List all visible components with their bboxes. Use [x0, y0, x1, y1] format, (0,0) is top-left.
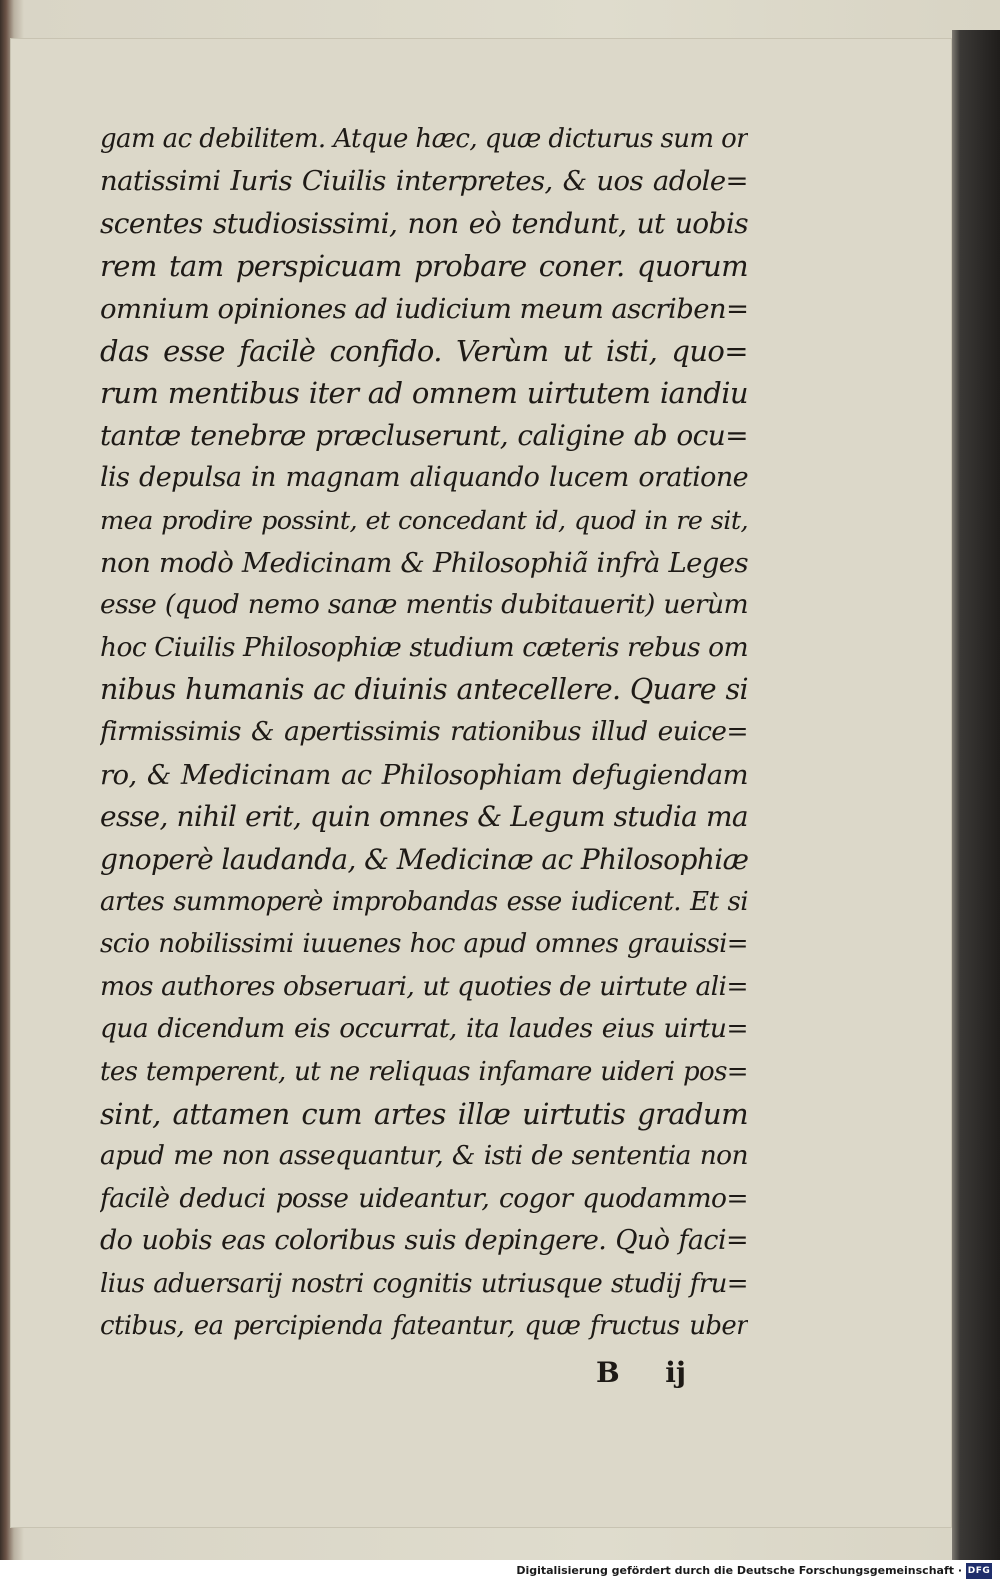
text-line: ro, & Medicinam ac Philosophiam defugiendam — [100, 758, 748, 791]
text-line: mea prodire possint, et concedant id, quod in re sit, — [100, 505, 748, 536]
text-line: esse, nihil erit, quin omnes & Legum studia ma — [100, 800, 748, 834]
text-line: hoc Ciuilis Philosophiæ studium cæteris rebus om — [100, 631, 748, 663]
text-line: mos authores obseruari, ut quoties de uirtute ali= — [100, 970, 748, 1002]
text-line: nibus humanis ac diuinis antecellere. Quare si — [100, 673, 748, 707]
text-line: esse (quod nemo sanæ mentis dubitauerit) uerùm — [100, 589, 748, 621]
text-line: gnoperè laudanda, & Medicinæ ac Philosophiæ — [100, 842, 748, 876]
text-line: tes temperent, ut ne reliquas infamare uideri pos= — [100, 1056, 748, 1087]
text-line: ctibus, ea percipienda fateantur, quæ fructus uber — [100, 1310, 748, 1341]
text-line: apud me non assequantur, & isti de sententia non — [100, 1140, 748, 1172]
funding-credit: Digitalisierung gefördert durch die Deutsche Forschungsgemeinschaft · — [516, 1564, 962, 1577]
text-line: sint, attamen cum artes illæ uirtutis gradum — [100, 1096, 748, 1131]
text-line: artes summoperè improbandas esse iudicent. Et si — [100, 887, 748, 918]
signature-letter: B — [596, 1356, 620, 1389]
dfg-logo: DFG — [966, 1563, 992, 1579]
text-line: gam ac debilitem. Atque hæc, quæ dicturus sum or — [100, 124, 748, 154]
text-line: rem tam perspicuam probare coner. quorum — [100, 249, 748, 284]
page-text — [100, 118, 748, 1347]
gathering-signature — [596, 1356, 686, 1389]
text-line: firmissimis & apertissimis rationibus illud euice= — [100, 716, 748, 748]
signature-numeral: ij — [665, 1356, 686, 1389]
text-line: tantæ tenebræ præcluserunt, caligine ab ocu= — [100, 418, 748, 452]
text-line: do uobis eas coloribus suis depingere. Quò faci= — [100, 1225, 748, 1257]
text-line: lius aduersarij nostri cognitis utriusque studij fru= — [100, 1268, 748, 1299]
text-line: scio nobilissimi iuuenes hoc apud omnes grauissi= — [100, 929, 748, 960]
text-line: omnium opiniones ad iudicium meum ascriben= — [100, 292, 748, 325]
text-line: lis depulsa in magnam aliquando lucem oratione — [100, 462, 748, 494]
text-line: natissimi Iuris Ciuilis interpretes, & uos adole= — [100, 165, 748, 198]
text-line: rum mentibus iter ad omnem uirtutem iandiu — [100, 376, 748, 411]
text-line: das esse facilè confido. Verùm ut isti, quo= — [100, 333, 748, 368]
text-line: scentes studiosissimi, non eò tendunt, ut uobis — [100, 206, 748, 240]
text-line: qua dicendum eis occurrat, ita laudes eius uirtu= — [100, 1013, 748, 1045]
book-binding-edge — [952, 30, 1000, 1560]
text-line: facilè deduci posse uideantur, cogor quodammo= — [100, 1182, 748, 1214]
text-line: non modò Medicinam & Philosophiã infrà Leges — [100, 546, 748, 579]
